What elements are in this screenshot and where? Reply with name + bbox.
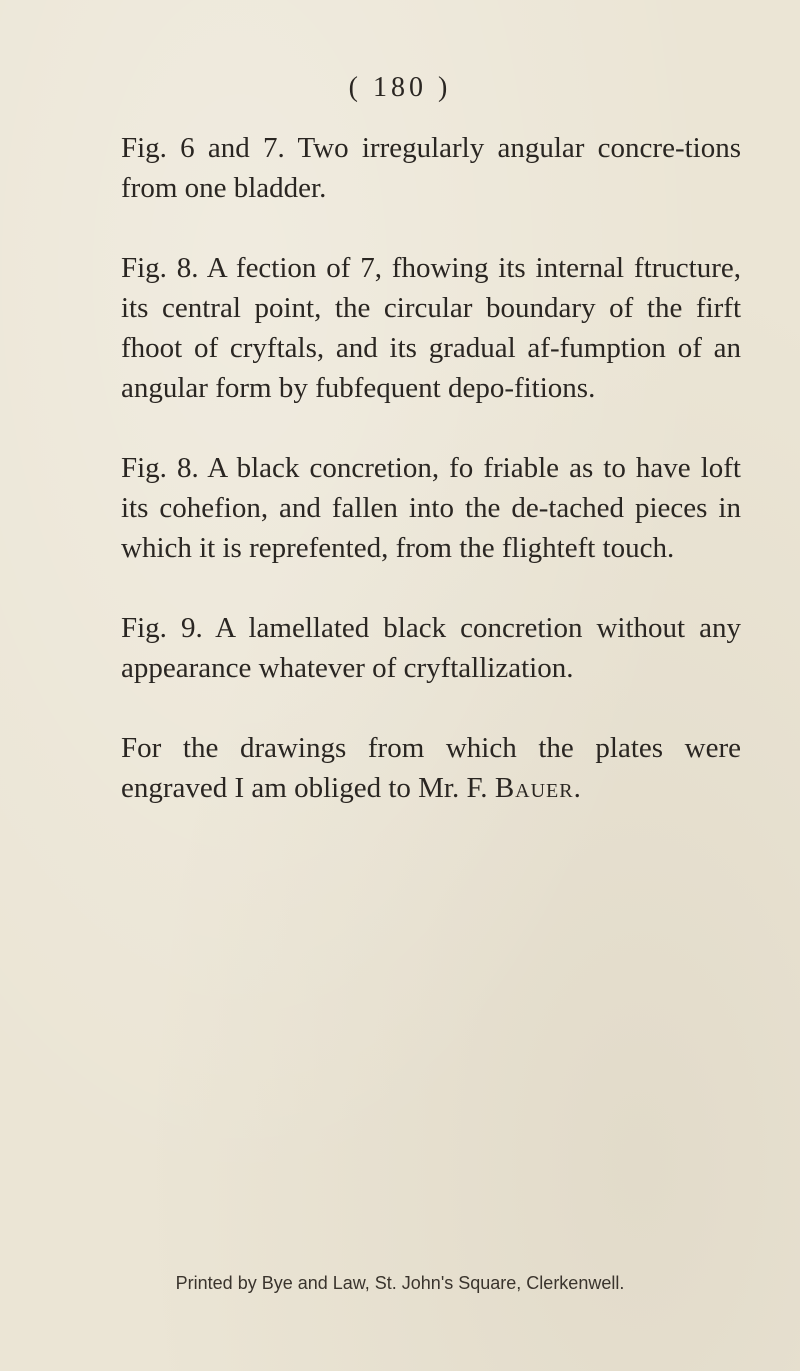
figure-caption-8-section: Fig. 8. A fection of 7, fhowing its internal ftructure, its central point, the circular boundary of the firft fhoot of cryftals, and its gradual af-fumption of an angular form by fubfequent depo-fitions. (121, 252, 741, 404)
figure-caption-9: Fig. 9. A lamellated black concretion without any appearance whatever of cryftallization. (121, 612, 741, 684)
figure-caption-6-7: Fig. 6 and 7. Two irregularly angular concre-tions from one bladder. (121, 132, 741, 204)
figure-caption-8-black: Fig. 8. A black concretion, fo friable as to have loft its cohefion, and fallen into the de-tached pieces in which it is reprefented, from the flighteft touch. (121, 452, 741, 564)
acknowledgement-name: Bauer. (494, 772, 582, 804)
acknowledgement (121, 728, 741, 808)
printer-imprint: Printed by Bye and Law, St. John's Square, Clerkenwell. (175, 1273, 625, 1293)
page-number: ( 180 ) (348, 72, 452, 103)
acknowledgement-text: For the drawings from which the plates were engraved I am obliged to Mr. F. (121, 732, 741, 804)
text-body (121, 128, 741, 848)
